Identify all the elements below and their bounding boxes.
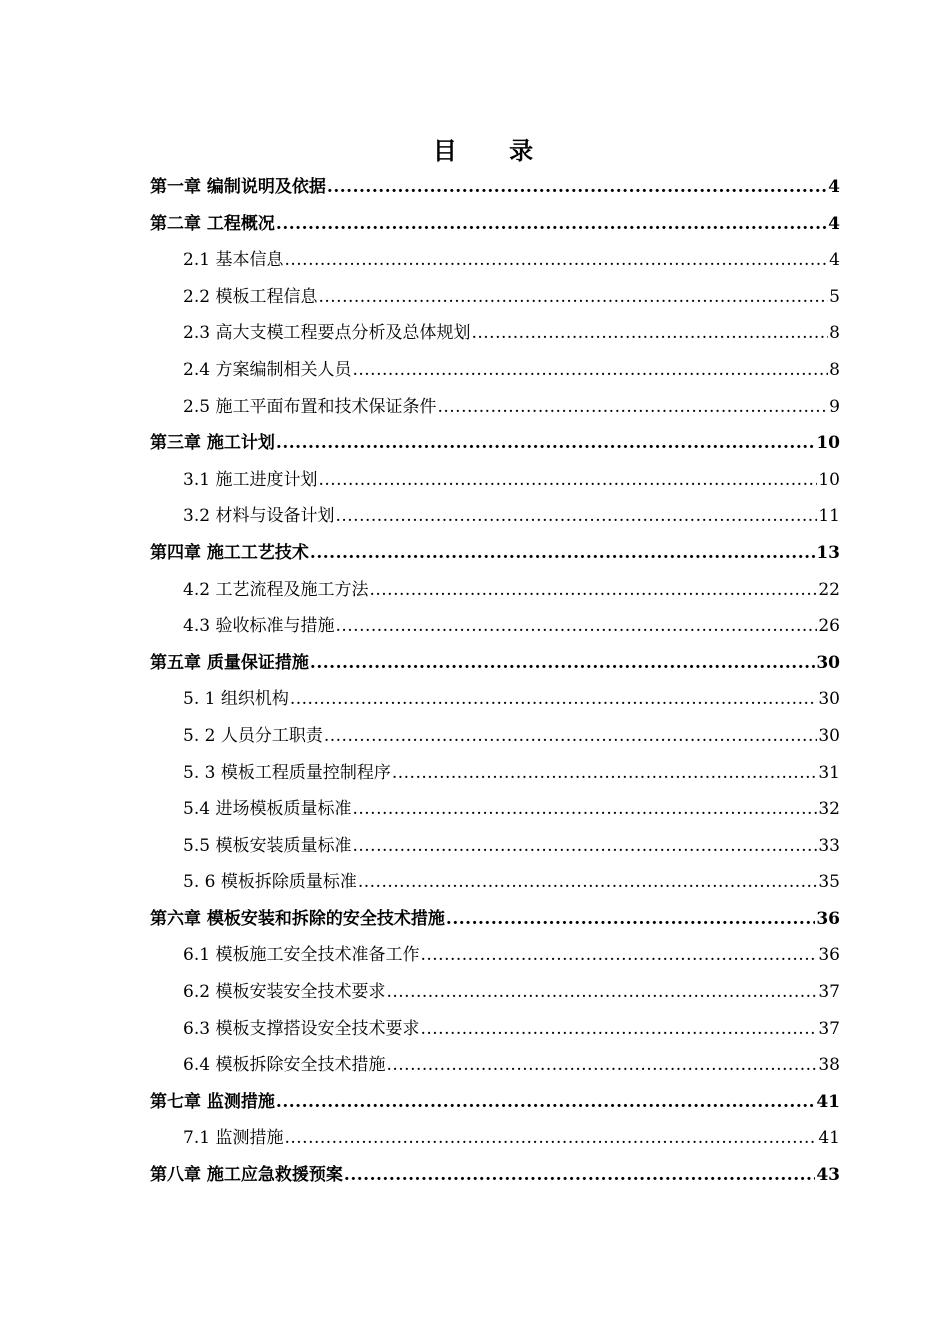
toc-section-entry[interactable] [150,864,840,901]
toc-dot-leader [324,718,818,755]
toc-section-entry[interactable] [150,1120,840,1157]
toc-section-entry[interactable] [150,755,840,792]
toc-entry-title: 6.2 模板安装安全技术要求 [183,982,386,1003]
toc-entry-title: 第四章 施工工艺技术 [150,542,309,563]
toc-dot-leader [352,352,828,389]
toc-entry-title: 2.2 模板工程信息 [183,286,318,307]
toc-entry-title: 第六章 模板安装和拆除的安全技术措施 [150,908,445,929]
toc-dot-leader [335,498,817,535]
toc-entry-title: 5. 3 模板工程质量控制程序 [183,762,391,783]
toc-list [150,169,840,1194]
toc-dot-leader [335,608,817,645]
toc-page-number: 4 [829,250,840,271]
toc-entry-title: 第八章 施工应急救援预案 [150,1165,343,1186]
toc-page-number: 37 [818,1018,840,1039]
toc-page-number: 10 [816,433,840,454]
toc-section-entry[interactable] [150,974,840,1011]
toc-dot-leader [386,1047,817,1084]
toc-entry-title: 5.4 进场模板质量标准 [183,799,352,820]
toc-dot-leader [420,937,817,974]
toc-page-number: 35 [818,872,840,893]
toc-entry-title: 2.3 高大支模工程要点分析及总体规划 [183,323,471,344]
toc-section-entry[interactable] [150,608,840,645]
toc-chapter-entry[interactable] [150,535,840,572]
toc-page-number: 10 [818,469,840,490]
toc-title: 目 录 [432,136,556,165]
toc-dot-leader [392,755,818,792]
toc-section-entry[interactable] [150,279,840,316]
toc-section-entry[interactable] [150,1047,840,1084]
toc-section-entry[interactable] [150,389,840,426]
toc-chapter-entry[interactable] [150,645,840,682]
toc-page-number: 36 [816,908,840,929]
toc-entry-title: 第三章 施工计划 [150,433,275,454]
toc-entry-title: 3.2 材料与设备计划 [183,506,335,527]
toc-section-entry[interactable] [150,828,840,865]
toc-chapter-entry[interactable] [150,169,840,206]
toc-chapter-entry[interactable] [150,1084,840,1121]
toc-page-number: 22 [818,579,840,600]
toc-entry-title: 4.3 验收标准与措施 [183,616,335,637]
toc-section-entry[interactable] [150,315,840,352]
toc-page-number: 4 [828,177,840,197]
toc-dot-leader [318,279,828,316]
toc-entry-title: 第七章 监测措施 [150,1091,275,1112]
toc-page-number: 30 [818,689,840,710]
toc-dot-leader [352,828,817,865]
toc-dot-leader [318,462,817,499]
toc-entry-title: 3.1 施工进度计划 [183,469,318,490]
toc-page-number: 43 [816,1165,840,1186]
toc-dot-leader [290,681,818,718]
toc-entry-title: 7.1 监测措施 [183,1128,284,1149]
toc-entry-title: 6.3 模板支撑搭设安全技术要求 [183,1018,420,1039]
toc-section-entry[interactable] [150,572,840,609]
toc-dot-leader [284,1120,817,1157]
toc-dot-leader [471,315,828,352]
toc-dot-leader [344,1157,815,1194]
toc-dot-leader [420,1011,817,1048]
toc-section-entry[interactable] [150,681,840,718]
toc-entry-title: 2.4 方案编制相关人员 [183,359,352,380]
toc-chapter-entry[interactable] [150,425,840,462]
toc-dot-leader [284,242,828,279]
toc-page-number: 4 [828,213,840,234]
toc-entry-title: 第一章 编制说明及依据 [150,177,326,197]
toc-dot-leader [276,206,827,243]
toc-entry-title: 5. 1 组织机构 [183,689,289,710]
toc-dot-leader [310,535,815,572]
toc-page-number: 8 [829,359,840,380]
toc-section-entry[interactable] [150,352,840,389]
toc-page-number: 30 [818,725,840,746]
toc-page-number: 37 [818,982,840,1003]
toc-entry-title: 第二章 工程概况 [150,213,275,234]
toc-entry-title: 2.5 施工平面布置和技术保证条件 [183,396,437,417]
toc-page-number: 11 [818,506,840,527]
toc-section-entry[interactable] [150,1011,840,1048]
toc-dot-leader [276,1084,815,1121]
toc-page-number: 13 [816,542,840,563]
toc-chapter-entry[interactable] [150,206,840,243]
toc-dot-leader [327,169,827,206]
toc-section-entry[interactable] [150,937,840,974]
toc-dot-leader [310,645,815,682]
toc-dot-leader [386,974,817,1011]
toc-section-entry[interactable] [150,242,840,279]
toc-entry-title: 4.2 工艺流程及施工方法 [183,579,369,600]
toc-page-number: 36 [818,945,840,966]
toc-entry-title: 2.1 基本信息 [183,250,284,271]
toc-dot-leader [352,791,817,828]
toc-entry-title: 5.5 模板安装质量标准 [183,835,352,856]
toc-page-number: 38 [818,1055,840,1076]
toc-page-number: 26 [818,616,840,637]
toc-page-number: 8 [829,323,840,344]
toc-chapter-entry[interactable] [150,901,840,938]
toc-entry-title: 第五章 质量保证措施 [150,652,309,673]
toc-entry-title: 5. 6 模板拆除质量标准 [183,872,357,893]
toc-dot-leader [358,864,818,901]
toc-dot-leader [276,425,815,462]
toc-dot-leader [437,389,828,426]
toc-dot-leader [369,572,817,609]
toc-chapter-entry[interactable] [150,1157,840,1194]
toc-entry-title: 6.4 模板拆除安全技术措施 [183,1055,386,1076]
toc-page-number: 31 [818,762,840,783]
toc-dot-leader [446,901,815,938]
toc-page-number: 9 [829,396,840,417]
toc-page-number: 41 [816,1091,840,1112]
toc-section-entry[interactable] [150,498,840,535]
toc-section-entry[interactable] [150,718,840,755]
toc-page-number: 30 [816,652,840,673]
toc-page-number: 33 [818,835,840,856]
toc-page-number: 32 [818,799,840,820]
toc-entry-title: 5. 2 人员分工职责 [183,725,323,746]
toc-section-entry[interactable] [150,462,840,499]
toc-entry-title: 6.1 模板施工安全技术准备工作 [183,945,420,966]
toc-page-number: 41 [818,1128,840,1149]
toc-page-number: 5 [829,286,840,307]
toc-section-entry[interactable] [150,791,840,828]
